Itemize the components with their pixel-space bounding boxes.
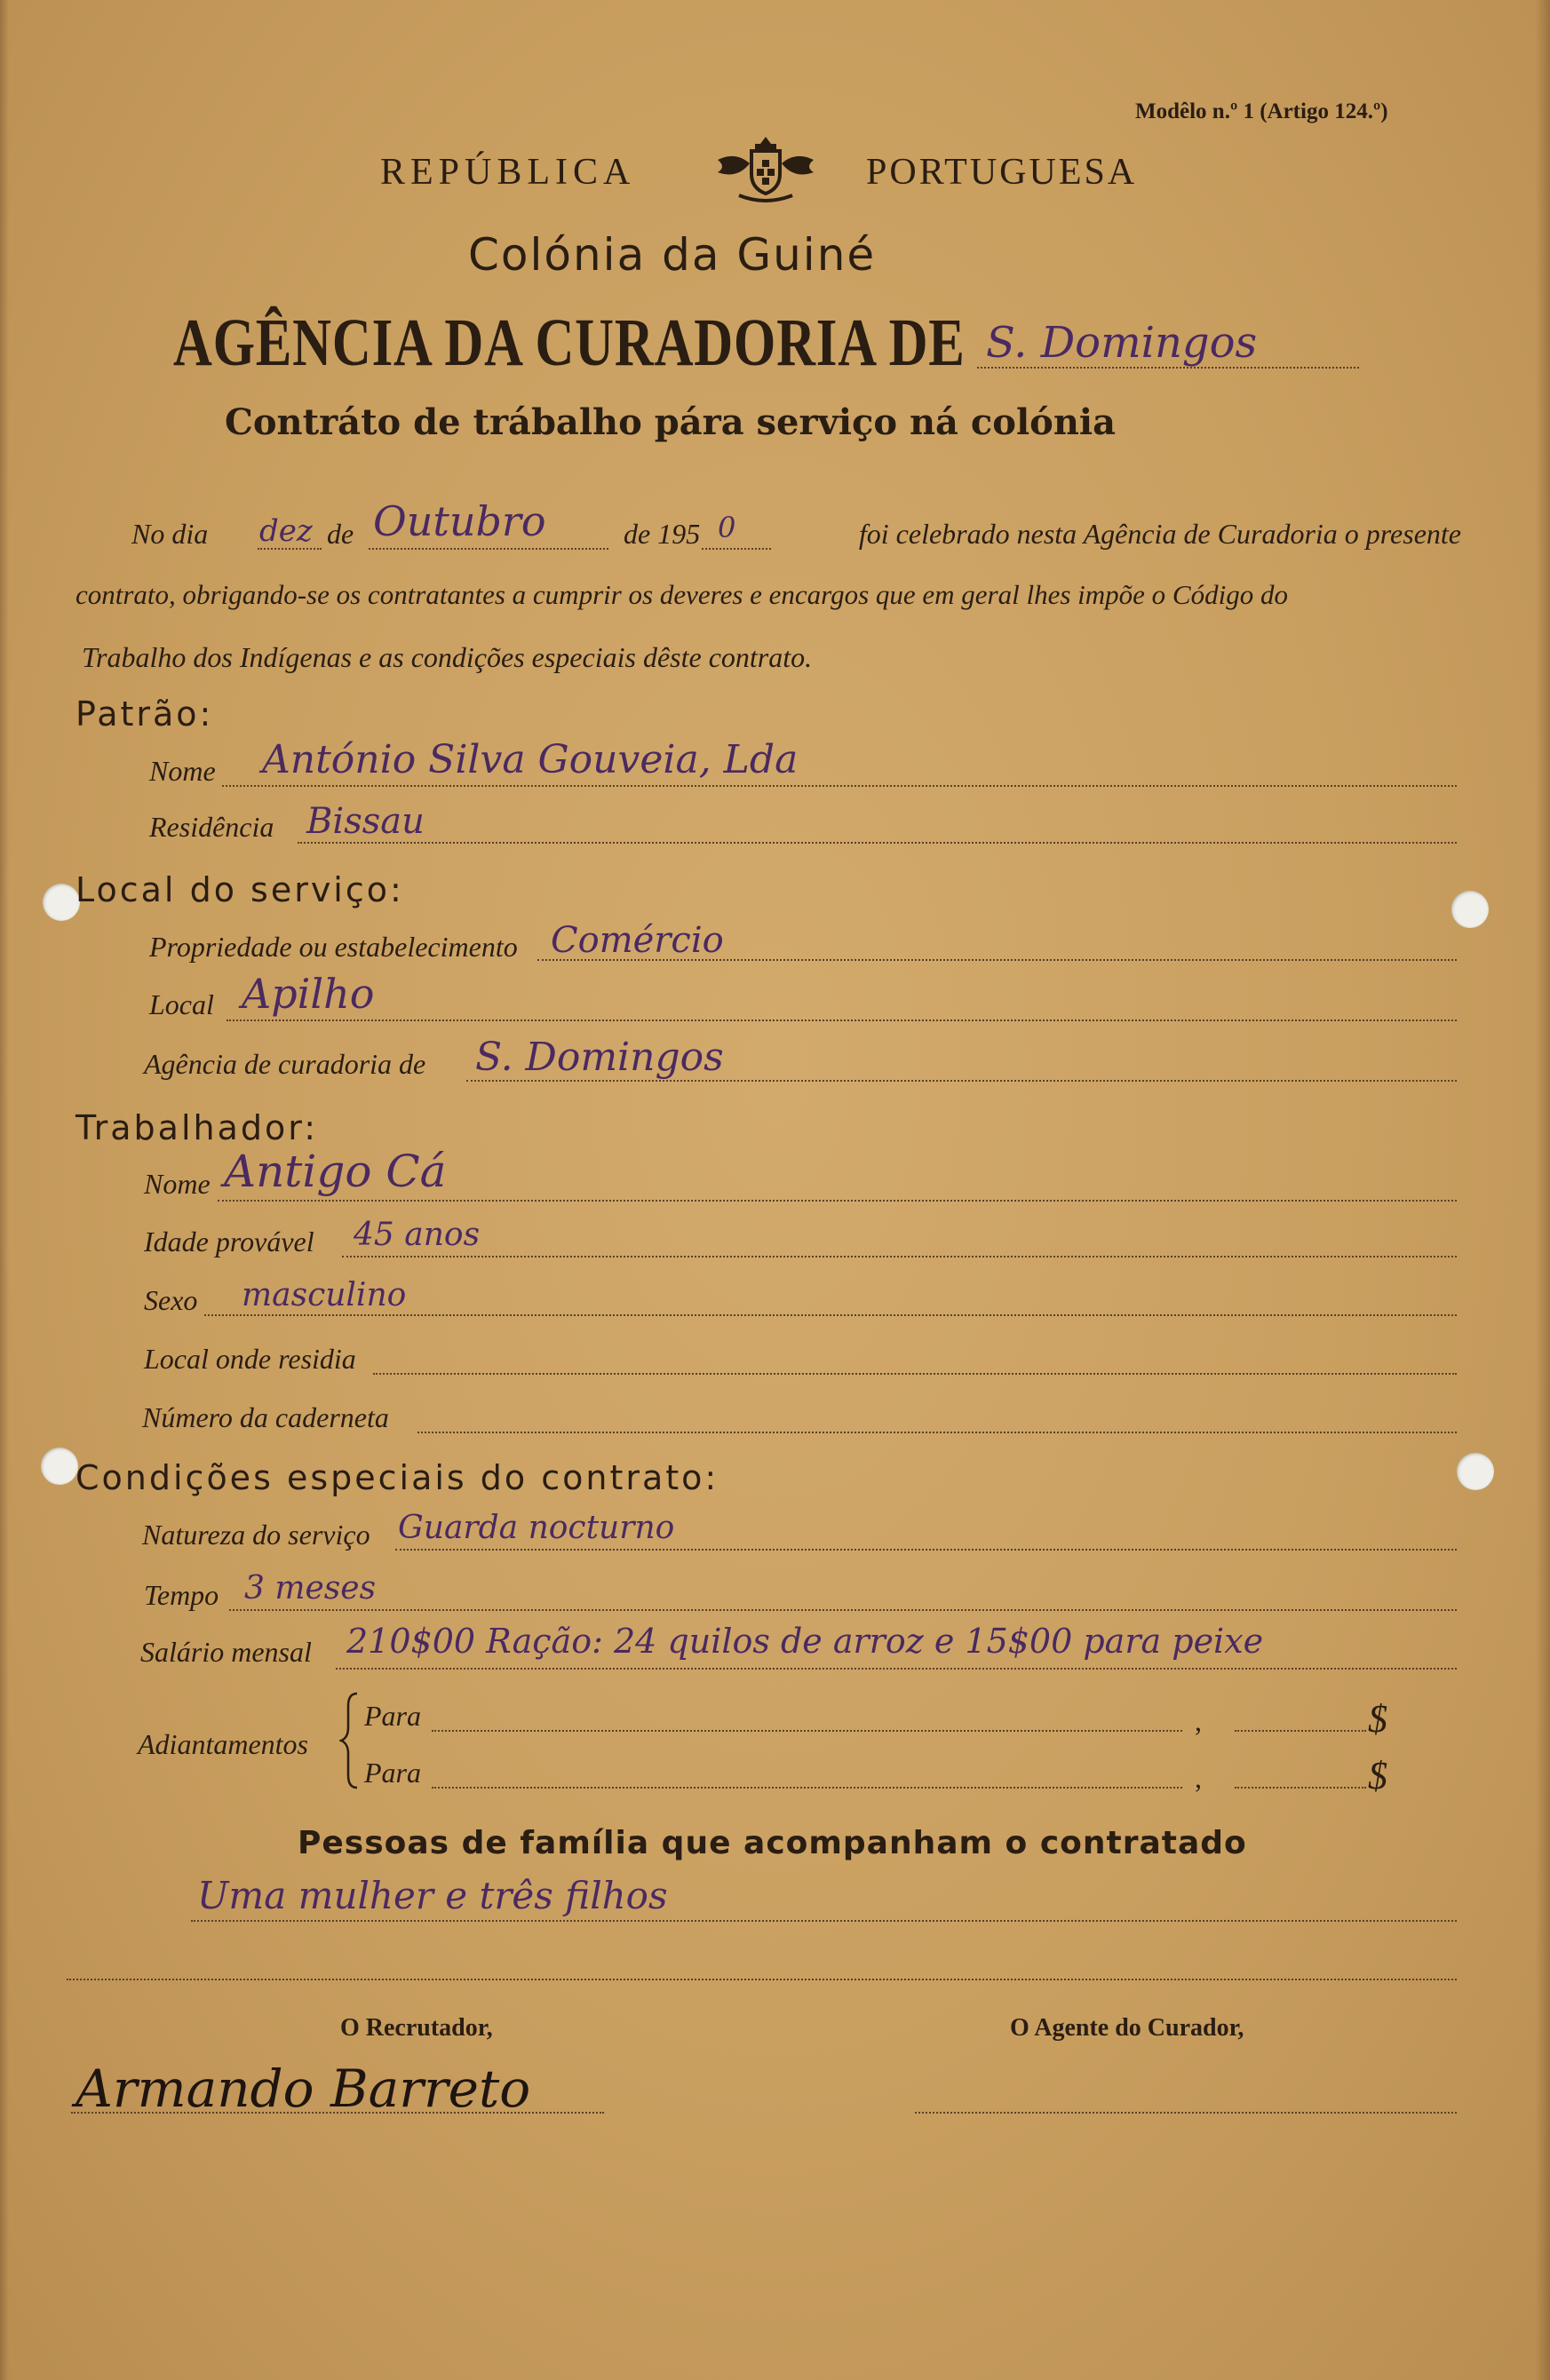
intro-line2: contrato, obrigando-se os contratantes a cumprir os deveres e encargos que em geral lhes impõe o Código do bbox=[76, 579, 1288, 610]
agency-title: AGÊNCIA DA CURADORIA DE bbox=[173, 305, 966, 380]
family-value: Uma mulher e três filhos bbox=[197, 1874, 668, 1917]
intro-line1-rest: foi celebrado nesta Agência de Curadoria o presente bbox=[858, 518, 1461, 550]
employer-name-dots bbox=[222, 785, 1457, 787]
paper-edge-right bbox=[1536, 0, 1550, 2380]
advances-brace-icon bbox=[339, 1692, 361, 1789]
worker-card-label: Número da caderneta bbox=[142, 1401, 389, 1433]
intro-day-dots bbox=[258, 548, 322, 550]
crest-icon bbox=[712, 133, 819, 204]
agent-label: O Agente do Curador, bbox=[1010, 2014, 1244, 2042]
worker-age-label: Idade provável bbox=[144, 1226, 314, 1257]
section-heading-patrao: Patrão: bbox=[76, 694, 214, 734]
advance-amount-2-dots bbox=[1235, 1787, 1366, 1789]
employer-name-value: António Silva Gouveia, Lda bbox=[262, 737, 799, 782]
advance-currency-2: $ bbox=[1368, 1754, 1387, 1797]
advance-currency-1: $ bbox=[1368, 1697, 1387, 1741]
worker-residence-dots bbox=[373, 1373, 1457, 1375]
republic-left: REPÚBLICA bbox=[380, 152, 636, 193]
advance-para-1-dots bbox=[432, 1730, 1182, 1732]
advance-para-2-label: Para bbox=[364, 1757, 421, 1789]
section-heading-condicoes: Condições especiais do contrato: bbox=[76, 1458, 719, 1497]
local-dots bbox=[227, 1019, 1457, 1021]
curadoria-agency-label: Agência de curadoria de bbox=[144, 1048, 426, 1080]
advance-comma-2: , bbox=[1195, 1762, 1202, 1794]
employer-residence-dots bbox=[298, 842, 1457, 844]
intro-month-handwritten: Outubro bbox=[373, 497, 546, 545]
service-nature-value: Guarda nocturno bbox=[398, 1510, 675, 1546]
salary-dots bbox=[336, 1668, 1457, 1670]
employer-name-label: Nome bbox=[149, 755, 216, 787]
curadoria-agency-value: S. Domingos bbox=[475, 1035, 724, 1080]
colony-title: Colónia da Guiné bbox=[468, 229, 877, 281]
recruiter-signature-dots bbox=[71, 2112, 604, 2114]
worker-name-value: Antigo Cá bbox=[224, 1146, 447, 1197]
worker-age-value: 45 anos bbox=[354, 1217, 481, 1253]
worker-card-dots bbox=[417, 1432, 1457, 1433]
advance-amount-1-dots bbox=[1235, 1730, 1366, 1732]
contract-time-dots bbox=[229, 1609, 1457, 1611]
salary-value: 210$00 Ração: 24 quilos de arroz e 15$00 para peixe bbox=[346, 1622, 1264, 1661]
punch-hole-icon bbox=[1457, 1453, 1494, 1490]
advance-comma-1: , bbox=[1195, 1705, 1202, 1737]
advance-para-1-label: Para bbox=[364, 1700, 421, 1732]
agency-dotted-line bbox=[977, 367, 1359, 369]
family-heading: Pessoas de família que acompanham o contratado bbox=[298, 1825, 1247, 1861]
punch-hole-icon bbox=[1451, 891, 1489, 928]
family-dots-2 bbox=[67, 1979, 1457, 1980]
recruiter-signature: Armando Barreto bbox=[76, 2059, 531, 2119]
agency-location-handwritten: S. Domingos bbox=[986, 318, 1258, 368]
family-dots-1 bbox=[191, 1920, 1457, 1922]
service-nature-label: Natureza do serviço bbox=[142, 1519, 370, 1551]
recruiter-label: O Recrutador, bbox=[340, 2014, 493, 2042]
intro-month-dots bbox=[369, 548, 608, 550]
service-nature-dots bbox=[395, 1549, 1457, 1551]
advance-para-2-dots bbox=[432, 1787, 1182, 1789]
paper-edge-left bbox=[0, 0, 9, 2380]
property-value: Comércio bbox=[551, 920, 724, 961]
property-label: Propriedade ou estabelecimento bbox=[149, 931, 518, 963]
employer-residence-value: Bissau bbox=[306, 801, 425, 842]
local-value: Apilho bbox=[242, 970, 375, 1018]
section-heading-local-servico: Local do serviço: bbox=[76, 870, 404, 909]
worker-sex-dots bbox=[204, 1314, 1457, 1316]
salary-label: Salário mensal bbox=[140, 1636, 312, 1668]
worker-name-label: Nome bbox=[144, 1168, 211, 1200]
intro-line3: Trabalho dos Indígenas e as condições especiais dêste contrato. bbox=[82, 641, 813, 673]
model-number: Modêlo n.º 1 (Artigo 124.º) bbox=[1135, 99, 1388, 123]
intro-day-label: No dia bbox=[131, 518, 209, 550]
punch-hole-icon bbox=[43, 884, 80, 921]
punch-hole-icon bbox=[41, 1448, 78, 1485]
intro-year-dots bbox=[702, 548, 771, 550]
contract-time-label: Tempo bbox=[144, 1579, 219, 1611]
worker-age-dots bbox=[342, 1256, 1457, 1257]
section-heading-trabalhador: Trabalhador: bbox=[76, 1108, 318, 1147]
worker-name-dots bbox=[218, 1200, 1457, 1202]
employer-residence-label: Residência bbox=[149, 811, 274, 843]
intro-year-label: de 195 bbox=[624, 518, 701, 550]
agent-signature-dots bbox=[915, 2112, 1457, 2114]
local-label: Local bbox=[149, 988, 214, 1020]
property-dots bbox=[537, 959, 1457, 961]
contract-title: Contráto de trábalho pára serviço ná colónia bbox=[225, 401, 1117, 443]
advances-label: Adiantamentos bbox=[138, 1728, 308, 1760]
intro-year-handwritten: 0 bbox=[718, 511, 736, 544]
worker-residence-label: Local onde residia bbox=[144, 1343, 356, 1375]
republic-right: PORTUGUESA bbox=[866, 152, 1138, 193]
worker-sex-label: Sexo bbox=[144, 1284, 198, 1316]
intro-month-label: de bbox=[327, 518, 354, 550]
worker-sex-value: masculino bbox=[242, 1277, 407, 1313]
intro-day-handwritten: dez bbox=[259, 513, 313, 549]
contract-time-value: 3 meses bbox=[244, 1570, 377, 1606]
curadoria-agency-dots bbox=[466, 1080, 1457, 1082]
